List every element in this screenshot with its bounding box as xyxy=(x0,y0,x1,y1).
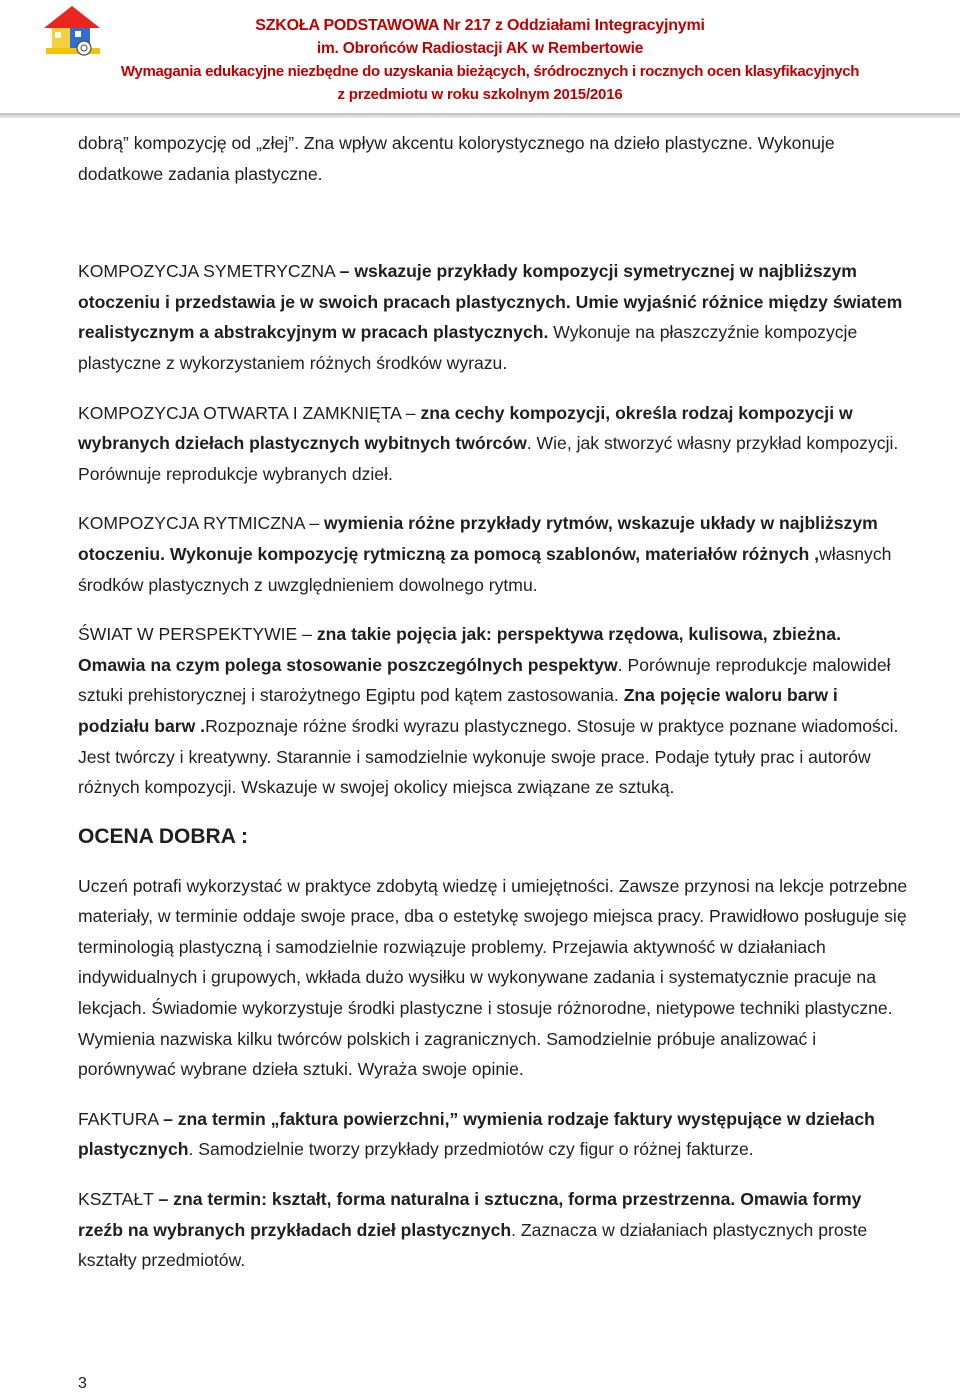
document-body xyxy=(78,128,908,1295)
paragraph-kompozycja-rytmiczna: KOMPOZYCJA RYTMICZNA – wymienia różne przykłady rytmów, wskazuje układy w najbliższym otoczeniu. Wykonuje kompozycję rytmiczną za pomocą szablonów, materiałów różnych ,własnych środków plastycznych z uwzględnieniem dowolnego rytmu. xyxy=(78,513,892,595)
paragraph-ocena-dobra: Uczeń potrafi wykorzystać w praktyce zdobytą wiedzę i umiejętności. Zawsze przynosi na lekcje potrzebne materiały, w terminie oddaje swoje prace, dba o estetykę swojego miejsca pracy. Prawidłowo posługuje się terminologią plastyczną i samodzielnie rozwiązuje problemy. Przejawia aktywność w działaniach indywidualnych i grupowych, wkłada dużo wysiłku w wykonywane zadania i systematycznie pracuje na lekcjach. Świadomie wykorzystuje środki plastyczne i stosuje różnorodne, nietypowe techniki plastyczne. Wymienia nazwiska kilku twórców polskich i zagranicznych. Samodzielnie próbuje analizować i porównywać wybrane dzieła sztuki. Wyraża swoje opinie. xyxy=(78,875,908,1080)
paragraph-continuation: dobrą” kompozycję od „złej”. Zna wpływ akcentu kolorystycznego na dzieło plastyczne. Wykonuje dodatkowe zadania plastyczne. xyxy=(78,133,835,184)
school-name: SZKOŁA PODSTAWOWA Nr 217 z Oddziałami Integracyjnymi xyxy=(255,17,705,34)
school-year: z przedmiotu w roku szkolnym 2015/2016 xyxy=(337,86,623,103)
page-number: 3 xyxy=(78,1375,87,1392)
school-house-logo-icon xyxy=(40,4,104,58)
paragraph-faktura: FAKTURA – zna termin „faktura powierzchni,” wymienia rodzaje faktury występujące w dziełach plastycznych. Samodzielnie tworzy przykłady przedmiotów czy figur o różnej fakturze. xyxy=(78,1108,875,1160)
page-header xyxy=(0,0,960,118)
section-heading: OCENA DOBRA : xyxy=(78,824,248,848)
paragraph-kompozycja-otwarta: KOMPOZYCJA OTWARTA I ZAMKNIĘTA – zna cechy kompozycji, określa rodzaj kompozycji w wybranych dziełach plastycznych wybitnych twórców. Wie, jak stworzyć własny przykład kompozycji. Porównuje reprodukcje wybranych dzieł. xyxy=(78,402,899,484)
paragraph-ksztalt: KSZTAŁT – zna termin: kształt, forma naturalna i sztuczna, forma przestrzenna. Omawia formy rzeźb na wybranych przykładach dzieł plastycznych. Zaznacza w działaniach plastycznych proste kształty przedmiotów. xyxy=(78,1189,868,1271)
header-divider xyxy=(0,113,960,118)
paragraph-swiat-w-perspektywie: ŚWIAT W PERSPEKTYWIE – zna takie pojęcia jak: perspektywa rzędowa, kulisowa, zbieżna. Omawia na czym polega stosowanie poszczególnych pespektyw. Porównuje reprodukcje malowideł sztuki prehistorycznej i starożytnego Egiptu pod kątem zastosowania. Zna pojęcie waloru barw i podziału barw .Rozpoznaje różne środki wyrazu plastycznego. Stosuje w praktyce poznane wiadomości. Jest twórczy i kreatywny. Starannie i samodzielnie wykonuje swoje prace. Podaje tytuły prac i autorów różnych kompozycji. Wskazuje w swojej okolicy miejsca związane ze sztuką. xyxy=(78,624,899,798)
document-subtitle: Wymagania edukacyjne niezbędne do uzyskania bieżących, śródrocznych i rocznych ocen klasyfikacyjnych xyxy=(120,63,860,80)
paragraph-kompozycja-symetryczna: KOMPOZYCJA SYMETRYCZNA – wskazuje przykłady kompozycji symetrycznej w najbliższym otoczeniu i przedstawia je w swoich pracach plastycznych. Umie wyjaśnić różnice między światem realistycznym a abstrakcyjnym w pracach plastycznych. Wykonuje na płaszczyźnie kompozycje plastyczne z wykorzystaniem różnych środków wyrazu. xyxy=(78,261,903,373)
school-patron: im. Obrońców Radiostacji AK w Rembertowie xyxy=(316,40,644,57)
